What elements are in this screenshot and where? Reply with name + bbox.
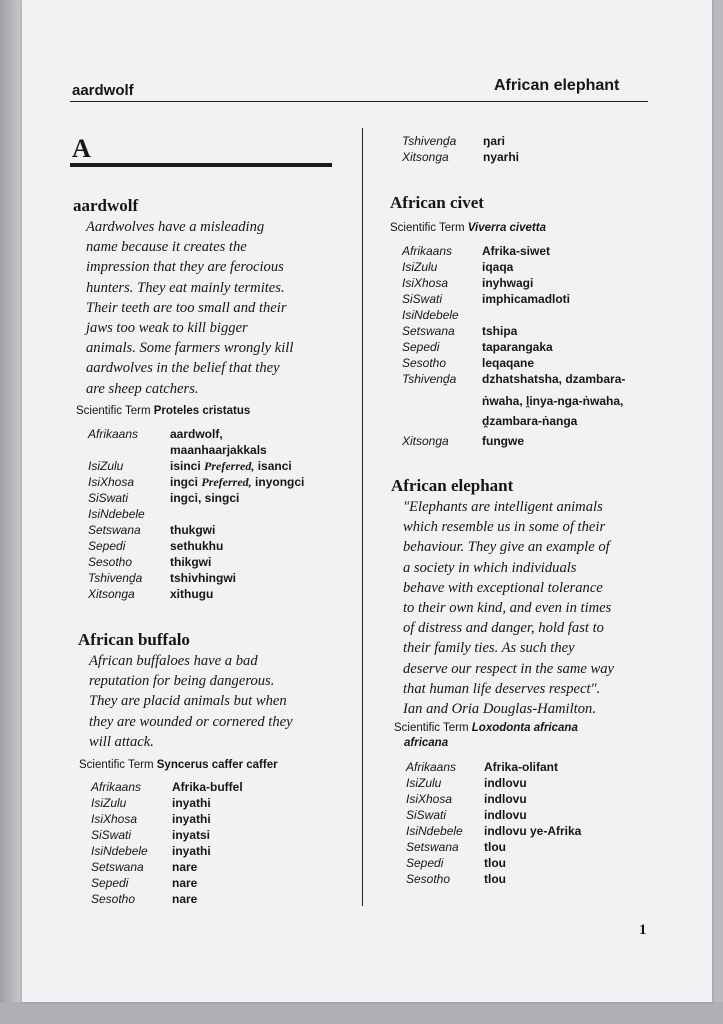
term-word: inyathi xyxy=(172,796,211,810)
scientific-term-label: Scientific Term xyxy=(76,405,151,417)
term-value xyxy=(482,260,513,274)
term-value xyxy=(482,372,625,386)
term-value xyxy=(172,796,211,810)
term-value xyxy=(170,443,267,457)
term-note: Preferred, xyxy=(204,459,255,473)
scientific-term-label: Scientific Term xyxy=(390,222,465,234)
dictionary-page xyxy=(22,0,712,1002)
page-bottom-edge xyxy=(0,1002,723,1024)
term-word: dzhatshatsha, dzambara- xyxy=(482,372,626,386)
term-value xyxy=(483,134,505,148)
description-line: Their teeth are too small and their xyxy=(86,299,287,316)
description-line: will attack. xyxy=(89,733,154,750)
term-word: nare xyxy=(172,892,198,906)
term-language: Setswana xyxy=(91,860,144,874)
term-language: IsiZulu xyxy=(402,260,438,274)
entry-title-aardwolf: aardwolf xyxy=(73,196,139,215)
entry-description-african-elephant xyxy=(403,497,614,719)
term-language: Xitsonga xyxy=(88,587,135,601)
term-word: indlovu xyxy=(484,808,527,822)
header-rule xyxy=(70,101,648,102)
term-language: IsiZulu xyxy=(88,459,124,473)
description-line: deserve our respect in the same way xyxy=(403,660,615,677)
term-word: indlovu ye-Afrika xyxy=(484,824,582,838)
scientific-name: Loxodonta africana xyxy=(471,722,578,734)
term-language: Sepedi xyxy=(406,856,444,870)
term-value xyxy=(172,876,197,890)
term-word: tshipa xyxy=(482,324,518,338)
description-line: impression that they are ferocious xyxy=(86,259,284,276)
entry-description-african-buffalo xyxy=(89,651,293,752)
term-language: Setswana xyxy=(402,324,455,338)
description-line: They are placid animals but when xyxy=(89,693,287,710)
term-value xyxy=(484,872,506,886)
term-word: inyathi xyxy=(172,844,211,858)
term-word: fungwe xyxy=(482,434,524,448)
term-value xyxy=(482,324,517,338)
scientific-term-label: Scientific Term xyxy=(394,722,469,734)
term-language: Setswana xyxy=(406,840,459,854)
term-language: Sepedi xyxy=(91,876,129,890)
description-line: name because it creates the xyxy=(86,239,247,256)
scientific-term-label: Scientific Term xyxy=(79,759,154,771)
term-word: xithugu xyxy=(170,587,214,601)
term-word-alt: isanci xyxy=(257,459,292,473)
page-left-edge xyxy=(0,0,22,1024)
description-line: reputation for being dangerous. xyxy=(89,673,275,690)
term-note: Preferred, xyxy=(201,475,252,489)
entry-description-aardwolf xyxy=(86,217,293,399)
term-language: IsiXhosa xyxy=(91,812,138,826)
term-word: ḓzambara-ṅanga xyxy=(482,414,578,428)
term-word: tlou xyxy=(484,840,506,854)
section-letter: A xyxy=(72,134,91,163)
term-value xyxy=(170,491,239,505)
term-language: SiSwati xyxy=(91,828,132,842)
description-line: behave with exceptional tolerance xyxy=(403,579,603,596)
term-language: IsiXhosa xyxy=(88,475,135,489)
term-language: IsiZulu xyxy=(406,776,442,790)
term-value xyxy=(484,760,558,774)
scientific-term-african-buffalo xyxy=(79,758,278,773)
term-value xyxy=(484,776,527,790)
term-language: IsiZulu xyxy=(91,796,127,810)
term-value xyxy=(482,434,524,448)
term-language: SiSwati xyxy=(402,292,443,306)
scientific-name-continued: africana xyxy=(404,737,449,749)
term-value xyxy=(482,292,570,306)
term-value xyxy=(170,459,292,474)
term-value xyxy=(170,539,223,553)
term-value xyxy=(172,844,211,858)
term-value xyxy=(482,394,623,408)
term-value xyxy=(483,150,519,164)
term-word: nare xyxy=(172,860,198,874)
description-line: which resemble us in some of their xyxy=(403,519,606,536)
term-language: Sesotho xyxy=(402,356,447,370)
term-value xyxy=(482,276,533,290)
term-value xyxy=(482,340,553,354)
term-language: Sesotho xyxy=(88,555,133,569)
term-language: IsiNdebele xyxy=(406,824,463,838)
scientific-name: Syncerus caffer caffer xyxy=(156,759,278,771)
term-value xyxy=(172,780,243,794)
term-word: sethukhu xyxy=(170,539,224,553)
term-value xyxy=(172,892,197,906)
term-language: Xitsonga xyxy=(402,434,449,448)
term-word: inyathi xyxy=(172,812,211,826)
term-value xyxy=(484,808,527,822)
description-line: Ian and Oria Douglas-Hamilton. xyxy=(403,701,596,718)
description-line: to their own kind, and even in times xyxy=(403,600,612,617)
scientific-name: Proteles cristatus xyxy=(153,405,251,417)
entry-title-african-civet: African civet xyxy=(390,193,484,212)
term-language: Afrikaans xyxy=(406,760,457,774)
section-letter-rule xyxy=(70,163,332,167)
term-word: ingci xyxy=(170,475,199,489)
term-language: Afrikaans xyxy=(91,780,142,794)
term-word: nyarhi xyxy=(483,150,520,164)
term-value xyxy=(172,812,211,826)
term-word: tlou xyxy=(484,872,506,886)
page-number: 1 xyxy=(639,922,647,938)
term-word: leqaqane xyxy=(482,356,535,370)
term-word: isinci xyxy=(170,459,201,473)
term-value xyxy=(170,475,304,490)
term-word: indlovu xyxy=(484,776,527,790)
term-value xyxy=(484,856,506,870)
term-word: indlovu xyxy=(484,792,527,806)
term-word: Afrika-buffel xyxy=(172,780,243,794)
description-line: a society in which individuals xyxy=(403,559,577,576)
scientific-term-african-civet xyxy=(390,221,546,236)
description-line: behaviour. They give an example of xyxy=(403,539,610,556)
term-word: ingci, singci xyxy=(170,491,240,505)
term-word: tshivhingwi xyxy=(170,571,236,585)
term-value xyxy=(482,414,577,428)
description-line: they are wounded or cornered they xyxy=(89,713,293,730)
term-word: Afrika-olifant xyxy=(484,760,559,774)
term-word: taparangaka xyxy=(482,340,553,354)
term-value xyxy=(170,587,213,601)
term-language: Tshivenḓa xyxy=(88,571,143,585)
term-language: Sepedi xyxy=(88,539,126,553)
term-language: Sesotho xyxy=(91,892,136,906)
scientific-term-aardwolf xyxy=(76,404,250,419)
running-header-right: African elephant xyxy=(494,77,620,94)
term-value xyxy=(484,840,506,854)
term-value xyxy=(170,555,211,569)
term-word: nare xyxy=(172,876,198,890)
description-line: of distress and danger, hold fast to xyxy=(403,620,604,637)
term-value xyxy=(170,523,215,537)
term-language: Setswana xyxy=(88,523,141,537)
term-language: IsiXhosa xyxy=(406,792,453,806)
term-language: Tshivenḓa xyxy=(402,134,457,148)
description-line: their family ties. As such they xyxy=(403,640,575,657)
description-line: hunters. They eat mainly termites. xyxy=(86,279,285,296)
term-value xyxy=(170,571,236,585)
description-line: animals. Some farmers wrongly kill xyxy=(86,340,294,357)
term-language: IsiNdebele xyxy=(88,507,145,521)
term-language: Afrikaans xyxy=(402,244,453,258)
running-header-left: aardwolf xyxy=(72,82,134,99)
term-word: thukgwi xyxy=(170,523,216,537)
term-value xyxy=(484,824,581,838)
scientific-term-african-elephant xyxy=(394,721,578,751)
term-word: ṅwaha, ḽinya-nga-ṅwaha, xyxy=(482,394,624,408)
term-value xyxy=(482,356,534,370)
scientific-name: Viverra civetta xyxy=(467,222,546,234)
description-line: are sheep catchers. xyxy=(86,380,199,397)
term-language: Afrikaans xyxy=(88,427,139,441)
column-divider xyxy=(362,128,363,906)
term-value xyxy=(170,427,223,441)
term-value xyxy=(172,860,197,874)
term-word: maanhaarjakkals xyxy=(170,443,267,457)
entry-title-african-buffalo: African buffalo xyxy=(78,630,190,649)
description-line: that human life deserves respect". xyxy=(403,680,601,697)
term-language: SiSwati xyxy=(406,808,447,822)
term-language: IsiNdebele xyxy=(91,844,148,858)
term-word: inyhwagi xyxy=(482,276,534,290)
description-line: Aardwolves have a misleading xyxy=(86,219,265,235)
term-language: Sepedi xyxy=(402,340,440,354)
description-line: jaws too weak to kill bigger xyxy=(86,320,248,337)
description-line: aardwolves in the belief that they xyxy=(86,360,280,377)
term-language: Tshivenḓa xyxy=(402,372,457,386)
term-word: iqaqa xyxy=(482,260,514,274)
term-language: SiSwati xyxy=(88,491,129,505)
term-word: imphicamadloti xyxy=(482,292,571,306)
term-value xyxy=(482,244,550,258)
term-word: inyatsi xyxy=(172,828,211,842)
term-word: ŋari xyxy=(483,134,506,148)
term-value xyxy=(484,792,527,806)
description-line: "Elephants are intelligent animals xyxy=(403,499,603,515)
term-word-alt: inyongci xyxy=(255,475,305,489)
term-language: Sesotho xyxy=(406,872,451,886)
term-value xyxy=(172,828,210,842)
term-word: aardwolf, xyxy=(170,427,223,441)
term-language: IsiNdebele xyxy=(402,308,459,322)
term-language: Xitsonga xyxy=(402,150,449,164)
term-word: Afrika-siwet xyxy=(482,244,551,258)
term-word: thikgwi xyxy=(170,555,212,569)
entry-title-african-elephant: African elephant xyxy=(391,476,514,495)
description-line: African buffaloes have a bad xyxy=(89,653,258,669)
term-word: tlou xyxy=(484,856,506,870)
term-language: IsiXhosa xyxy=(402,276,449,290)
